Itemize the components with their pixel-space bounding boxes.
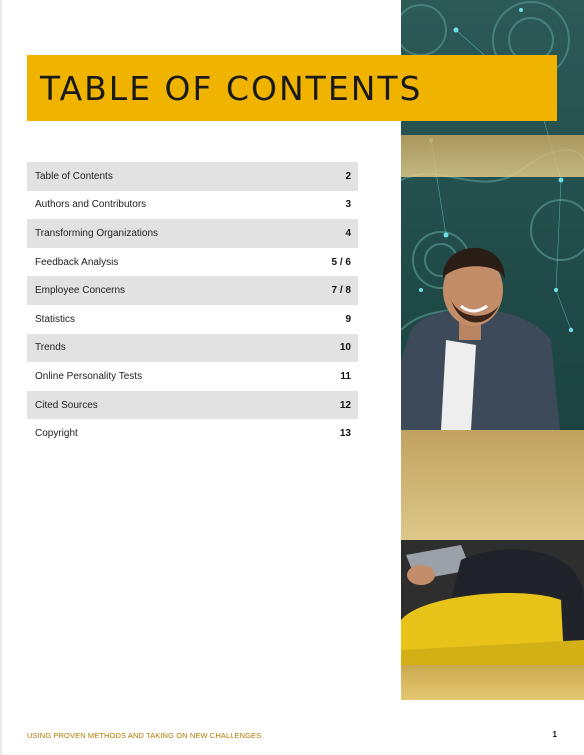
toc-row[interactable] [27,419,358,448]
toc-row[interactable] [27,219,358,248]
toc-row-page: 4 [345,227,351,239]
toc-row-page: 10 [339,342,351,354]
toc-row-label: Authors and Contributors [35,199,147,211]
toc-row-label: Cited Sources [35,399,98,411]
toc-row-label: Feedback Analysis [35,256,119,268]
toc-row-page: 7 / 8 [331,285,351,297]
toc-row[interactable] [27,305,358,334]
toc-row-page: 9 [345,313,351,325]
toc-row-label: Table of Contents [35,170,113,182]
toc-row-page: 12 [339,399,351,411]
toc-row[interactable] [27,191,358,220]
toc-row-label: Statistics [35,313,76,325]
toc-row[interactable] [27,391,358,420]
toc-row-label: Online Personality Tests [35,370,143,382]
toc-row-page: 13 [339,428,351,440]
toc-row-page: 2 [345,170,351,182]
toc-row-page: 5 / 6 [331,256,351,268]
footer-page-number: 1 [552,730,557,739]
toc-row-label: Trends [35,342,66,354]
title-banner [27,55,557,121]
table-of-contents [27,162,358,448]
toc-row[interactable] [27,334,358,363]
toc-row-label: Transforming Organizations [35,227,159,239]
toc-row-page: 3 [345,199,351,211]
toc-row[interactable] [27,276,358,305]
footer-tagline: USING PROVEN METHODS AND TAKING ON NEW CHALLENGES [27,731,262,740]
toc-row[interactable] [27,162,358,191]
toc-row-label: Copyright [35,428,78,440]
page-title: TABLE OF CONTENTS [40,68,423,108]
toc-row-page: 11 [340,370,351,382]
toc-row-label: Employee Concerns [35,285,126,297]
toc-row[interactable] [27,362,358,391]
toc-row[interactable] [27,248,358,277]
page-edge [0,0,2,755]
